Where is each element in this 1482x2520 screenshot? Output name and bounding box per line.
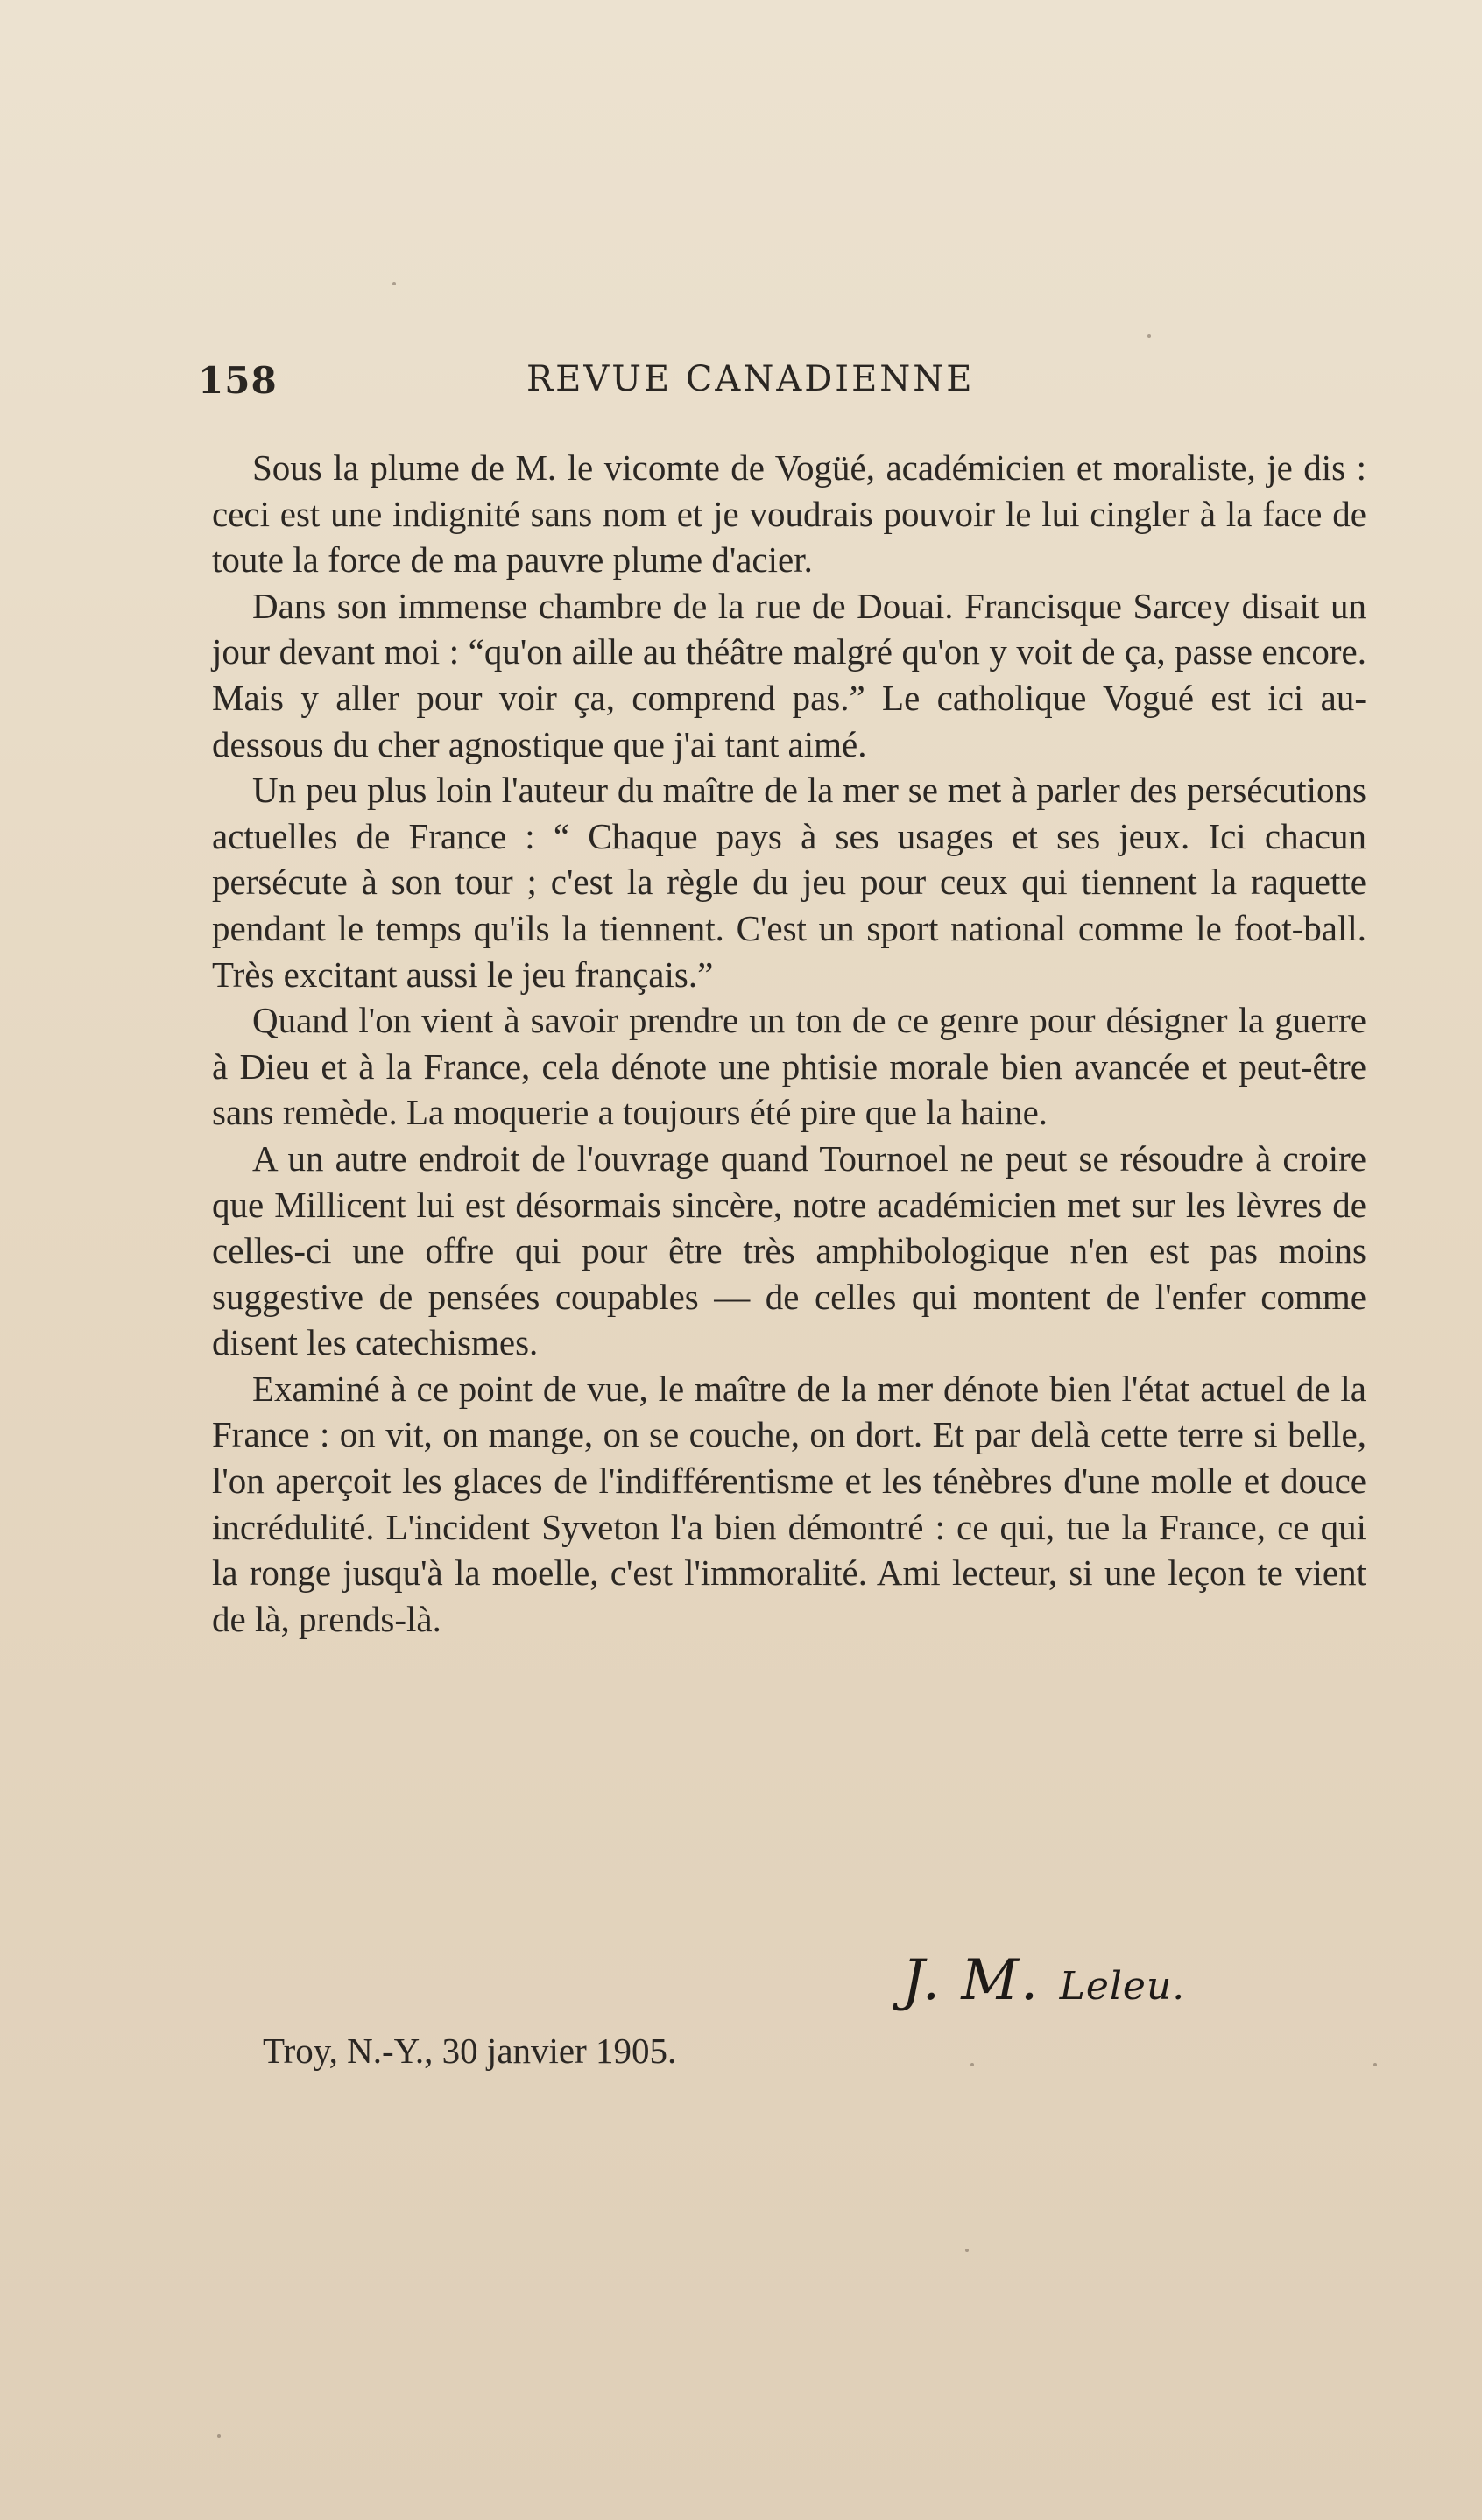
page-number: 158 — [198, 359, 278, 402]
paper-speck — [1373, 2063, 1377, 2066]
paragraph-5: A un autre endroit de l'ouvrage quand Tournoel ne peut se résoudre à croire que Millicent lui est désormais sincère, notre académicien met sur les lèvres de celles-ci une offre qui pour être très amphibologique n'en est pas moins suggestive de pensées coupables — de celles qui montent de l'enfer comme disent les catechismes. — [212, 1137, 1366, 1363]
paragraph-3: Un peu plus loin l'auteur du maître de la mer se met à parler des persécutions actuelles de France : “ Chaque pays à ses usages et ses jeux. Ici chacun persécute à son tour ; c'est la règle du jeu pour ceux qui tiennent la raquette pendant le temps qu'ils la tiennent. C'est un sport national comme le foot-ball. Très excitant aussi le jeu français.” — [212, 770, 1366, 995]
paragraph-4: Quand l'on vient à savoir prendre un ton de ce genre pour désigner la guerre à Dieu et à la France, cela dénote une phtisie morale bien avancée et peut-être sans remède. La moquerie a toujours été pire que la haine. — [212, 1000, 1366, 1133]
paragraph-2: Dans son immense chambre de la rue de Douai. Francisque Sarcey disait un jour devant moi : “qu'on aille au théâtre malgré qu'on y voit de ça, passe encore. Mais y aller pour voir ça, comprend pas.” Le catholique Vogué est ici au-dessous du cher agnostique que j'ai tant aimé. — [212, 585, 1366, 764]
paragraph-6: Examiné à ce point de vue, le maître de la mer dénote bien l'état actuel de la France : on vit, on mange, on se couche, on dort. Et par delà cette terre si belle, l'on aperçoit les glaces de l'indifférentisme et les ténèbres d'une molle et douce incrédulité. L'incident Syveton l'a bien démontré : ce qui, tue la France, ce qui la ronge jusqu'à la moelle, c'est l'immoralité. Ami lecteur, si une leçon te vient de là, prends-là. — [212, 1368, 1366, 1639]
article-body — [212, 445, 1366, 1642]
running-head — [198, 359, 1372, 412]
paper-speck — [965, 2249, 969, 2252]
dateline: Troy, N.-Y., 30 janvier 1905. — [263, 2031, 677, 2071]
paper-speck — [1147, 334, 1151, 338]
paper-speck — [392, 282, 396, 285]
author-signature — [902, 1948, 1185, 2013]
signature-surname: Leleu. — [1059, 1964, 1186, 2009]
paragraph-1: Sous la plume de M. le vicomte de Vogüé, académicien et moraliste, je dis : ceci est une indignité sans nom et je voudrais pouvoir le lui cingler à la face de toute la force de ma pauvre plume d'acier. — [212, 447, 1366, 581]
paper-speck — [217, 2434, 221, 2438]
journal-title: REVUE CANADIENNE — [526, 359, 975, 399]
paper-speck — [970, 2063, 974, 2066]
signature-initials: J. M. — [902, 1948, 1041, 2013]
